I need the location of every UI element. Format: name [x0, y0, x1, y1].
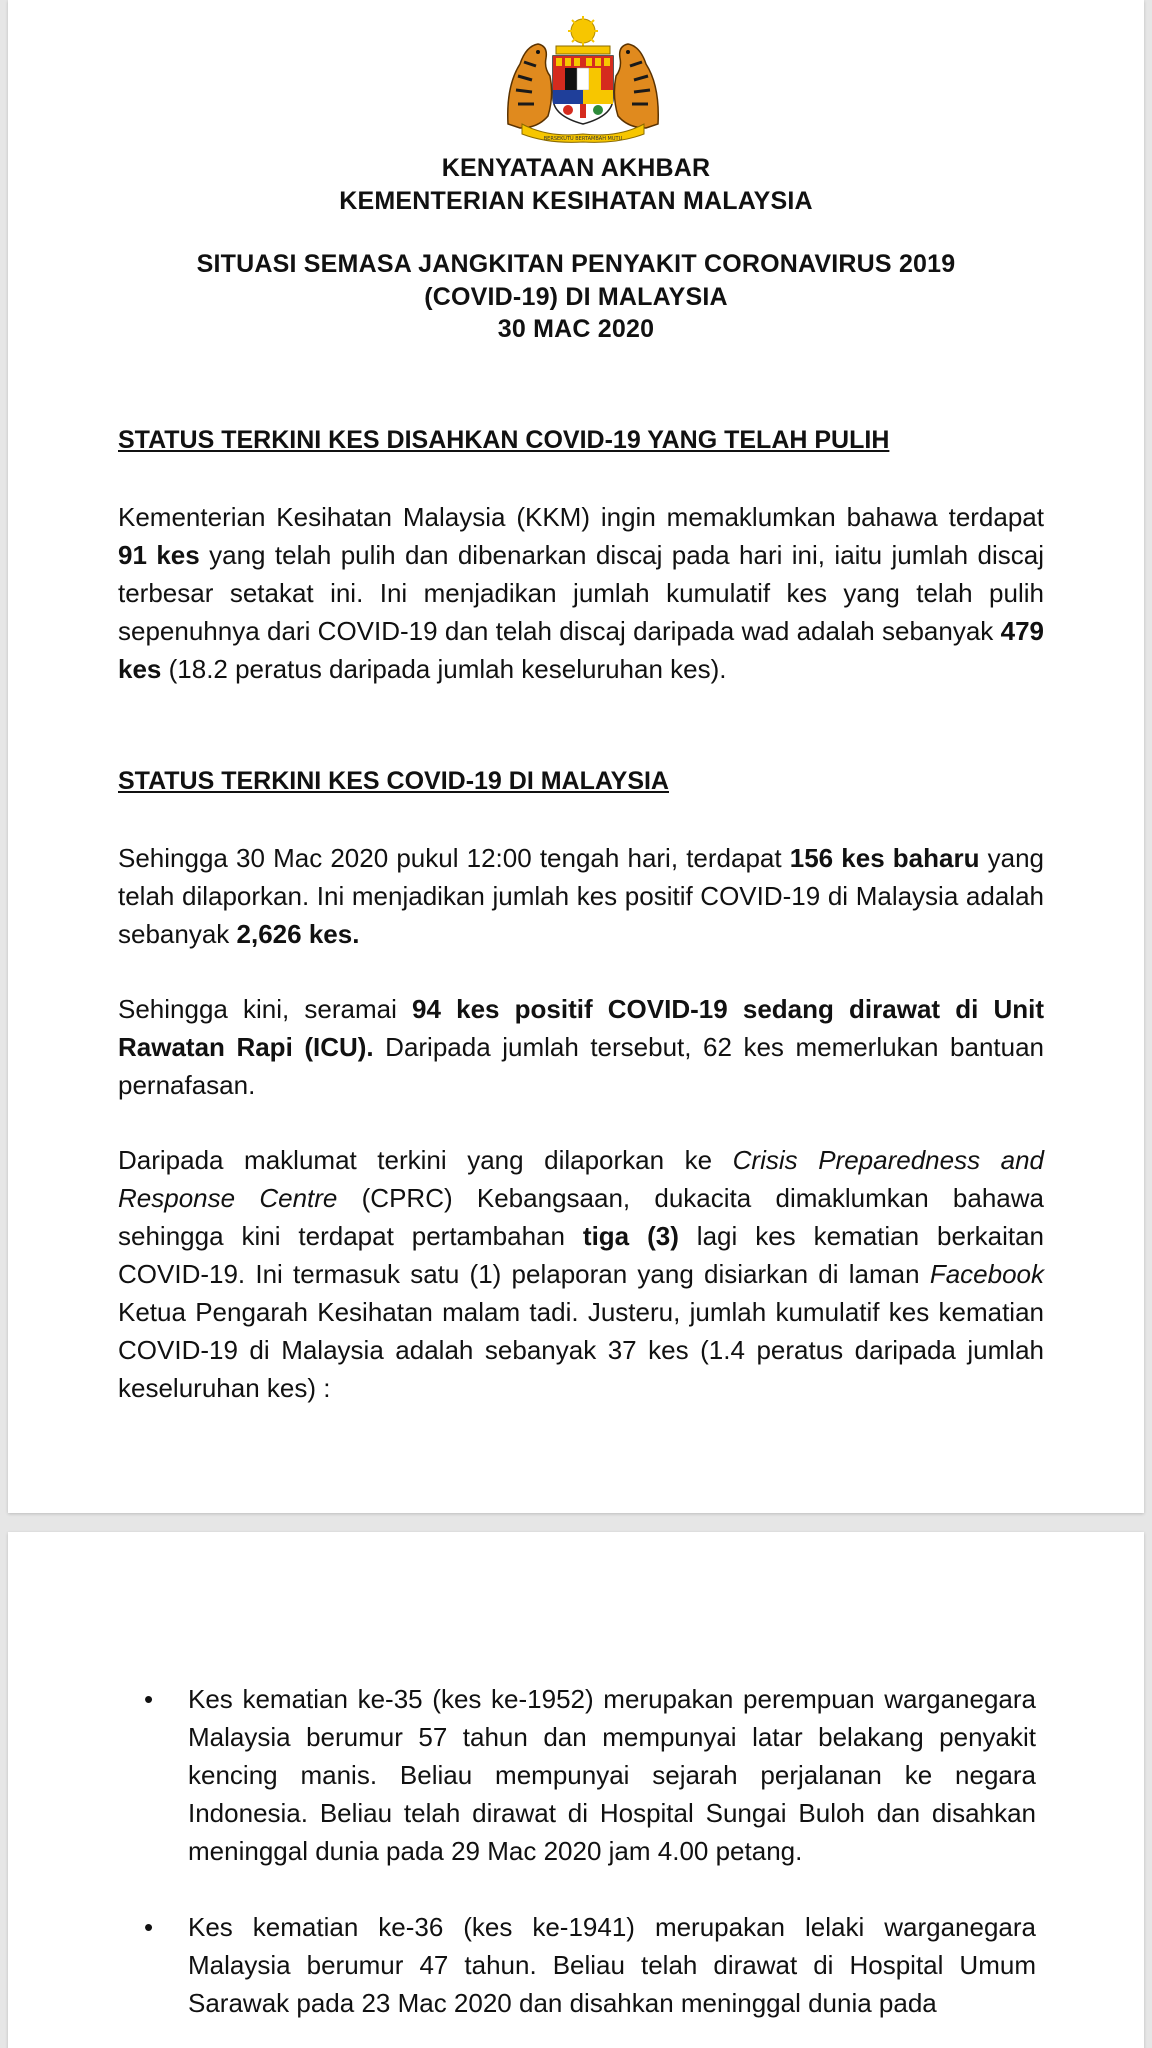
section-heading-status: STATUS TERKINI KES COVID-19 DI MALAYSIA — [118, 767, 669, 795]
text-span: Ketua Pengarah Kesihatan malam tadi. Justeru, jumlah kumulatif kes kematian COVID-19 di Malaysia adalah sebanyak 37 kes (1.4 peratus daripada jumlah keseluruhan kes) : — [118, 1297, 1044, 1403]
text-span: Sehingga kini, seramai — [118, 994, 413, 1024]
title-line-1: SITUASI SEMASA JANGKITAN PENYAKIT CORONAVIRUS 2019 — [196, 250, 956, 278]
text-span: lagi kes kematian berkaitan COVID-19. Ini termasuk satu (1) pelaporan yang disiarkan di laman — [118, 1221, 1044, 1289]
paragraph-deaths — [118, 1141, 1044, 1407]
bullet-icon: • — [144, 1684, 154, 1714]
text-span: Daripada maklumat terkini yang dilaporkan ke — [118, 1145, 733, 1175]
text-span: Kementerian Kesihatan Malaysia (KKM) ingin memaklumkan bahawa terdapat — [118, 502, 1044, 532]
header-line-1: KENYATAAN AKHBAR — [441, 154, 711, 182]
text-span: yang telah dilaporkan. Ini menjadikan jumlah kes positif COVID-19 di Malaysia adalah sebanyak — [118, 843, 1045, 949]
title-date: 30 MAC 2020 — [497, 315, 655, 343]
list-item — [110, 1680, 1036, 1870]
text-span: yang telah pulih dan dibenarkan discaj pada hari ini, iaitu jumlah discaj terbesar setakat ini. Ini menjadikan jumlah kumulatif kes yang telah pulih sepenuhnya dari COVID-19 dan telah discaj daripada wad adalah sebanyak — [118, 540, 1044, 646]
title-line-2: (COVID-19) DI MALAYSIA — [424, 282, 728, 311]
new-deaths-count: tiga (3) — [582, 1221, 679, 1251]
press-release-header — [8, 152, 1144, 218]
facebook-text: Facebook — [929, 1259, 1044, 1289]
death-cases-list — [110, 1680, 1036, 2048]
crest-tiger-right — [614, 44, 658, 128]
new-cases-count: 156 kes baharu — [789, 843, 980, 873]
text-span: (CPRC) Kebangsaan, dukacita dimaklumkan bahawa sehingga kini terdapat pertambahan — [118, 1183, 1044, 1251]
section-heading-recovered: STATUS TERKINI KES DISAHKAN COVID-19 YANG TELAH PULIH — [118, 426, 890, 454]
paragraph-icu — [118, 990, 1044, 1104]
crest-tiger-left — [508, 44, 552, 128]
text-span: (18.2 peratus daripada jumlah keseluruhan kes). — [161, 654, 727, 684]
text-span: Sehingga 30 Mac 2020 pukul 12:00 tengah hari, terdapat — [118, 843, 790, 873]
paragraph-new-cases — [118, 839, 1044, 953]
icu-cases-count: 94 kes positif COVID-19 sedang dirawat di Unit Rawatan Rapi (ICU). — [118, 994, 1045, 1062]
recovered-total-count: 479 kes — [118, 616, 1044, 684]
crest-shield — [553, 56, 613, 124]
crest-motto-text: BERSEKUTU BERTAMBAH MUTU — [543, 136, 623, 142]
document-title — [8, 248, 1144, 346]
death-case-35: Kes kematian ke-35 (kes ke-1952) merupakan perempuan warganegara Malaysia berumur 57 tahun dan mempunyai latar belakang penyakit kencing manis. Beliau mempunyai sejarah perjalanan ke negara Indonesia. Beliau telah dirawat di Hospital Sungai Buloh dan disahkan meninggal dunia pada 29 Mac 2020 jam 4.00 petang. — [188, 1684, 1036, 1866]
paragraph-recovered — [118, 498, 1044, 688]
text-span: Daripada jumlah tersebut, 62 kes memerlukan bantuan pernafasan. — [118, 1032, 1045, 1100]
malaysia-coat-of-arms-icon — [498, 16, 668, 144]
crest-star — [568, 16, 598, 46]
cprc-name: Crisis Preparedness and Response Centre — [118, 1145, 1044, 1213]
list-item — [110, 1908, 1036, 2022]
total-cases-count: 2,626 kes. — [236, 919, 360, 949]
bullet-icon: • — [144, 1912, 154, 1942]
header-line-2: KEMENTERIAN KESIHATAN MALAYSIA — [339, 187, 813, 215]
death-case-36: Kes kematian ke-36 (kes ke-1941) merupakan lelaki warganegara Malaysia berumur 47 tahun. Beliau telah dirawat di Hospital Umum Sarawak pada 23 Mac 2020 dan disahkan meninggal dunia pada — [188, 1912, 1036, 2018]
recovered-today-count: 91 kes — [118, 540, 200, 570]
document-page-1 — [8, 0, 1144, 1513]
